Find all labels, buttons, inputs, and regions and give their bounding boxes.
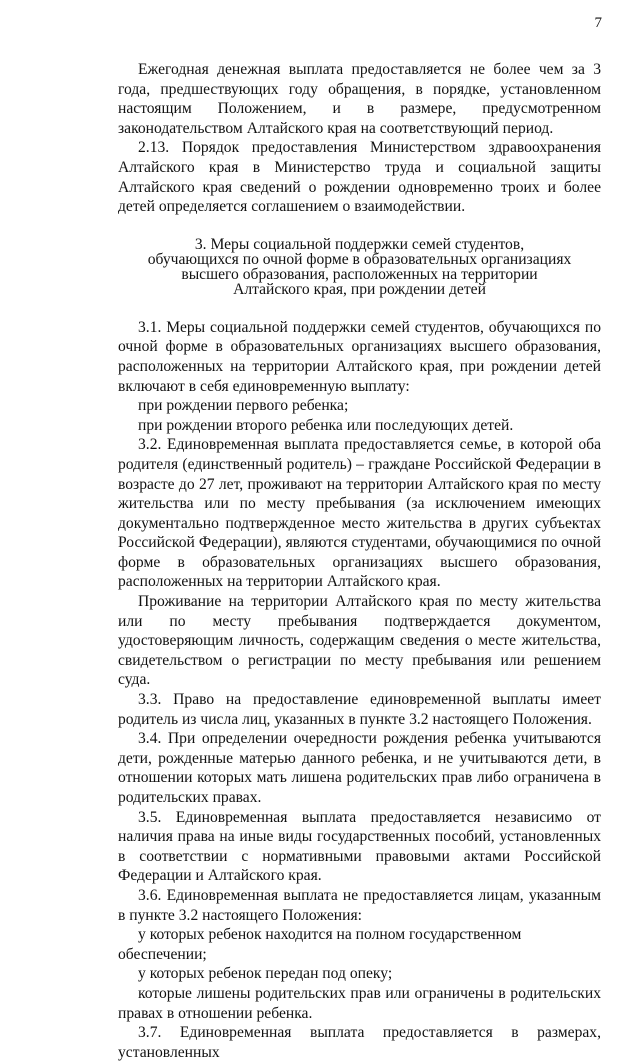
list-item-second-child: при рождении второго ребенка или последующих детей. [138, 416, 514, 434]
paragraph-deprived-rights: которые лишены родительских прав или ограничены в родительских правах в отношении ребенка. [118, 984, 601, 1022]
section-3-heading-line: 3. Меры социальной поддержки семей студентов, [194, 235, 525, 253]
section-3-heading-line: обучающихся по очной форме в образовательных организациях [147, 250, 572, 268]
section-3-heading-line: высшего образования, расположенных на территории [181, 265, 538, 283]
paragraph-2-13: 2.13. Порядок предоставления Министерством здравоохранения Алтайского края в Министерство труда и социальной защиты Алтайского края сведений о рождении одновременно троих и более детей определяется соглашением о взаимодействии. [118, 139, 601, 216]
paragraph-3-4: 3.4. При определении очередности рождения ребенка учитываются дети, рожденные матерью данного ребенка, и не учитываются дети, в отношении которых мать лишена родительских прав либо ограничена в родительских правах. [118, 730, 601, 806]
list-item-guardianship: у которых ребенок передан под опеку; [138, 965, 393, 983]
paragraph-3-1: 3.1. Меры социальной поддержки семей студентов, обучающихся по очной форме в образовательных организациях высшего образования, расположенных на территории Алтайского края, при рождении детей включают в себя единовременную выплату: [118, 318, 601, 395]
document-body [118, 60, 601, 1062]
list-item-state-care: у которых ребенок находится на полном государственном обеспечении; [118, 926, 522, 963]
list-item-first-child: при рождении первого ребенка; [138, 397, 349, 415]
paragraph-3-2: 3.2. Единовременная выплата предоставляется семье, в которой оба родителя (единственный родитель) – граждане Российской Федерации в возрасте до 27 лет, проживают на территории Алтайского края по месту жительства или по месту пребывания (за исключением имеющих документально подтвержденное место жительства в других субъектах Российской Федерации), являются студентами, обучающимися по очной форме в образовательных организациях высшего образования, расположенных на территории Алтайского края. [118, 436, 601, 591]
section-3-heading-line: Алтайского края, при рождении детей [233, 280, 486, 298]
paragraph-3-6: 3.6. Единовременная выплата не предоставляется лицам, указанным в пункте 3.2 настоящего Положения: [118, 886, 601, 924]
paragraph-3-7: 3.7. Единовременная выплата предоставляется в размерах, установленных [118, 1024, 601, 1061]
paragraph-3-5: 3.5. Единовременная выплата предоставляется независимо от наличия права на иные виды государственных пособий, установленных в соответствии с нормативными правовыми актами Российской Федерации и Алтайского края. [118, 808, 601, 885]
section-3-heading [118, 237, 601, 297]
page-number: 7 [594, 15, 602, 31]
paragraph-3-3: 3.3. Право на предоставление единовременной выплаты имеет родитель из числа лиц, указанных в пункте 3.2 настоящего Положения. [118, 691, 601, 728]
paragraph-annual-payment: Ежегодная денежная выплата предоставляется не более чем за 3 года, предшествующих году обращения, в порядке, установленном настоящим Положением, и в размере, предусмотренном законодательством Алтайского края на соответствующий период. [118, 61, 601, 137]
paragraph-residence-proof: Проживание на территории Алтайского края по месту жительства или по месту пребывания подтверждается документом, удостоверяющим личность, содержащим сведения о месте жительства, свидетельством о регистрации по месту пребывания или решением суда. [118, 593, 601, 689]
